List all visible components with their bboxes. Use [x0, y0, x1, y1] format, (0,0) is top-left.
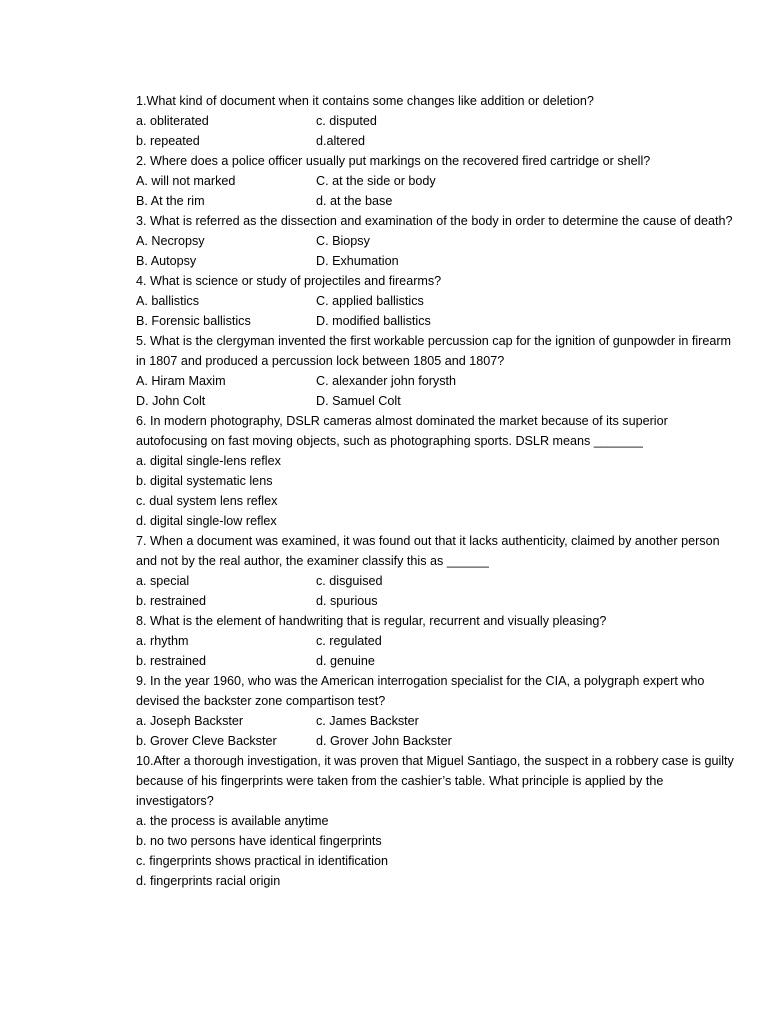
option-row — [136, 371, 736, 391]
option: c. fingerprints shows practical in identification — [136, 854, 388, 868]
option-row — [136, 591, 736, 611]
option: C. at the side or body — [316, 174, 436, 188]
question-block — [136, 611, 736, 671]
option-row — [136, 391, 736, 411]
option: C. Biopsy — [316, 234, 370, 248]
option-row — [136, 131, 736, 151]
option-row — [136, 171, 736, 191]
option: d. Grover John Backster — [316, 734, 452, 748]
option: d. genuine — [316, 654, 375, 668]
option: a. Joseph Backster — [136, 714, 244, 728]
option: b. Grover Cleve Backster — [136, 734, 277, 748]
option: d. at the base — [316, 194, 393, 208]
option-row — [136, 651, 736, 671]
question-text: 8. What is the element of handwriting that is regular, recurrent and visually pleasing? — [136, 614, 607, 628]
question-block — [136, 531, 736, 611]
option: c. dual system lens reflex — [136, 494, 278, 508]
option: B. At the rim — [136, 194, 205, 208]
question-block — [136, 271, 736, 331]
option-row — [136, 571, 736, 591]
option: d.altered — [316, 134, 366, 148]
option: a. special — [136, 574, 190, 588]
question-text: 3. What is referred as the dissection and examination of the body in order to determine the cause of death? — [136, 214, 733, 228]
option: c. James Backster — [316, 714, 419, 728]
question-text: 4. What is science or study of projectiles and firearms? — [136, 274, 442, 288]
question-block — [136, 91, 736, 151]
option: C. applied ballistics — [316, 294, 424, 308]
option: d. fingerprints racial origin — [136, 874, 281, 888]
option: a. obliterated — [136, 114, 209, 128]
option: b. repeated — [136, 134, 200, 148]
option: A. will not marked — [136, 174, 236, 188]
document-page — [136, 91, 736, 891]
option: b. digital systematic lens — [136, 474, 273, 488]
option: B. Autopsy — [136, 254, 197, 268]
question-text: 10.After a thorough investigation, it was proven that Miguel Santiago, the suspect in a robbery case is guilty because of his fingerprints were taken from the cashier’s table. What principle is applied by the investigators? — [136, 754, 734, 808]
option: B. Forensic ballistics — [136, 314, 251, 328]
option: A. ballistics — [136, 294, 199, 308]
option: b. restrained — [136, 594, 207, 608]
question-text: 7. When a document was examined, it was found out that it lacks authenticity, claimed by another person and not by the real author, the examiner classify this as ______ — [136, 534, 720, 568]
option: D. Samuel Colt — [316, 394, 401, 408]
question-block — [136, 671, 736, 751]
option: A. Necropsy — [136, 234, 205, 248]
question-block — [136, 211, 736, 271]
question-block — [136, 151, 736, 211]
option: C. alexander john forysth — [316, 374, 457, 388]
option: c. disguised — [316, 574, 383, 588]
option-row — [136, 251, 736, 271]
option-row — [136, 291, 736, 311]
option: D. Exhumation — [316, 254, 399, 268]
option-row — [136, 631, 736, 651]
option: c. disputed — [316, 114, 377, 128]
option: A. Hiram Maxim — [136, 374, 226, 388]
option: b. no two persons have identical fingerprints — [136, 834, 382, 848]
question-text: 5. What is the clergyman invented the first workable percussion cap for the ignition of gunpowder in firearm in 1807 and produced a percussion lock between 1805 and 1807? — [136, 334, 732, 368]
option: a. digital single-lens reflex — [136, 454, 281, 468]
option: d. digital single-low reflex — [136, 514, 277, 528]
option-row — [136, 191, 736, 211]
question-text: 9. In the year 1960, who was the American interrogation specialist for the CIA, a polygraph expert who devised the backster zone compartison test? — [136, 674, 705, 708]
option: c. regulated — [316, 634, 382, 648]
question-block — [136, 751, 736, 891]
option-row — [136, 311, 736, 331]
option: D. modified ballistics — [316, 314, 431, 328]
question-text: 1.What kind of document when it contains some changes like addition or deletion? — [136, 94, 594, 108]
option: b. restrained — [136, 654, 207, 668]
option-row — [136, 111, 736, 131]
option: d. spurious — [316, 594, 378, 608]
question-text: 2. Where does a police officer usually put markings on the recovered fired cartridge or shell? — [136, 154, 651, 168]
option: D. John Colt — [136, 394, 206, 408]
question-block — [136, 331, 736, 411]
option: a. the process is available anytime — [136, 814, 329, 828]
option: a. rhythm — [136, 634, 189, 648]
question-text: 6. In modern photography, DSLR cameras almost dominated the market because of its superior autofocusing on fast moving objects, such as photographing sports. DSLR means _______ — [136, 414, 668, 448]
option-row — [136, 711, 736, 731]
option-row — [136, 731, 736, 751]
option-row — [136, 231, 736, 251]
question-block — [136, 411, 736, 531]
